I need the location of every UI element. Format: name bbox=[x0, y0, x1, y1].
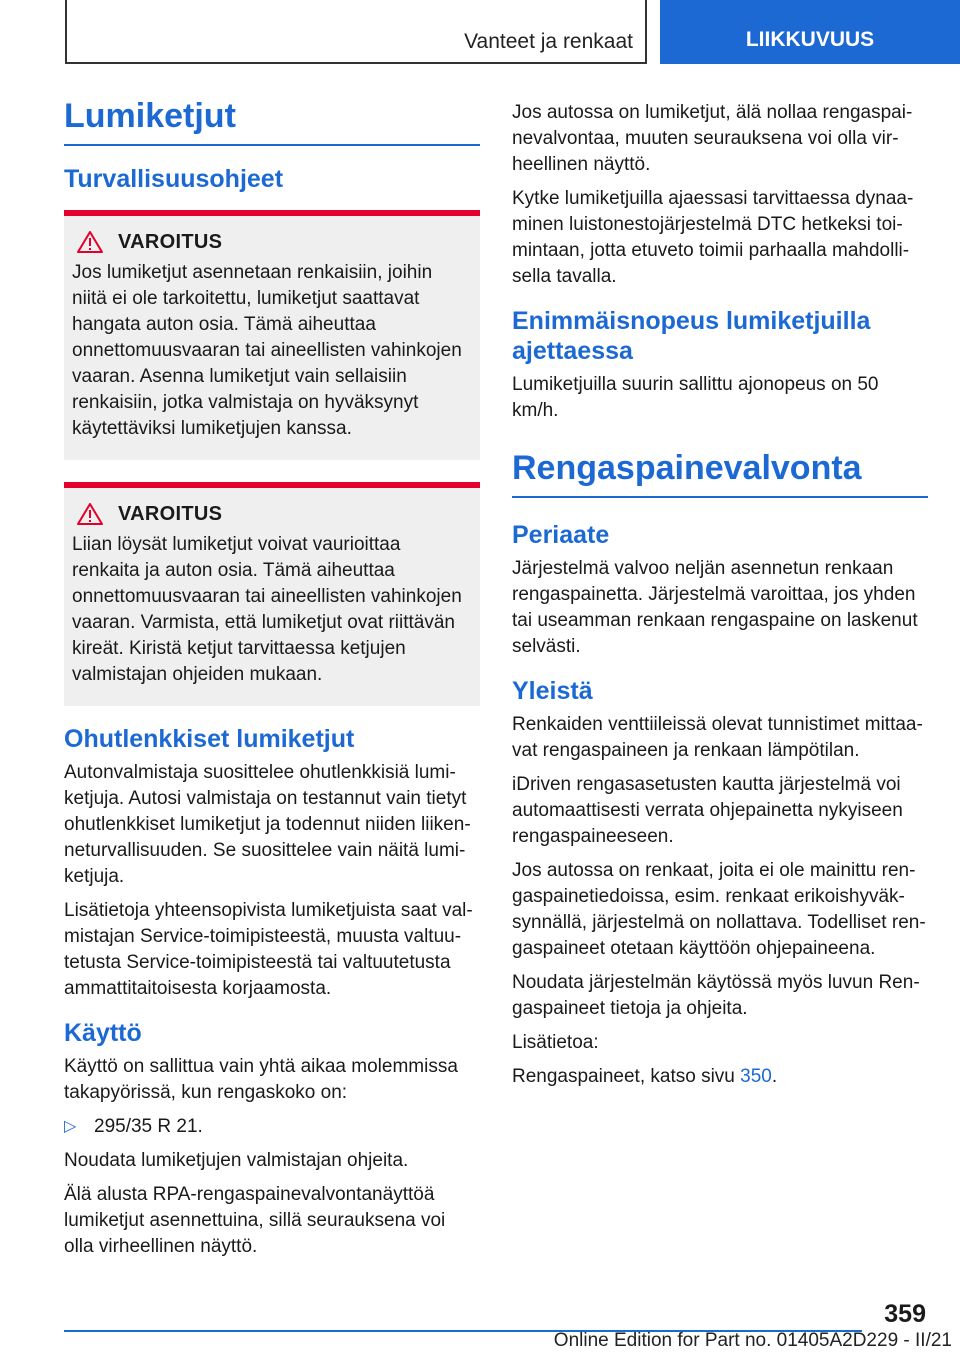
heading-general: Yleistä bbox=[512, 677, 593, 705]
left-column bbox=[64, 96, 480, 1268]
right-paragraph-2: Kytke lumiketjuilla ajaessasi tarvittaessa dynaaminen luistonestojärjestelmä DTC hetkeksi toimintaan, jotta etuveto toimii parhaalla mahdollisella tavalla. bbox=[512, 188, 914, 287]
warning-text: Jos lumiketjut asennetaan renkaisiin, joihin niitä ei ole tarkoitettu, lumiketjut saattavat hangata auton osia. Tämä aiheuttaa onnettomuusvaaran tai aineellisten vahinkojen vaaran. Asenna lumiketjut vain sellaisiin renkaisiin, jotka valmistaja on hyväksynyt käytettäviksi lumiketjujen kanssa. bbox=[72, 262, 462, 439]
warning-box-1 bbox=[64, 210, 480, 460]
use-paragraph-1: Käyttö on sallittua vain yhtä aikaa molemmissa takapyörissä, kun rengaskoko on: bbox=[64, 1056, 458, 1103]
principle-paragraph: Järjestelmä valvoo neljän asennetun renkaan rengaspainetta. Järjestelmä varoittaa, jos yhden tai useamman renkaan rengaspaine on laskenut selvästi. bbox=[512, 558, 918, 657]
page-link[interactable]: 350 bbox=[740, 1066, 772, 1087]
header-section-tab: LIIKKUVUUS bbox=[660, 0, 960, 64]
header-title: Vanteet ja renkaat bbox=[464, 30, 633, 53]
general-paragraph-4: Noudata järjestelmän käytössä myös luvun Rengaspaineet tietoja ja ohjeita. bbox=[512, 972, 920, 1019]
heading-principle: Periaate bbox=[512, 521, 610, 549]
warning-title: VAROITUS bbox=[118, 502, 223, 525]
warning-text: Liian löysät lumiketjut voivat vaurioittaa renkaita ja auton osia. Tämä aiheuttaa onnettomuusvaaran tai aineellisten vahinkojen vaaran. Varmista, että lumiketjut ovat riittävän kireät. Kiristä ketjut tarvittaessa ketjujen valmistajan ohjeiden mukaan. bbox=[72, 534, 462, 685]
general-paragraph-1: Renkaiden venttiileissä olevat tunnistimet mittaavat rengaspaineen ja renkaan lämpötilan. bbox=[512, 714, 923, 761]
heading-tire-pressure-monitor: Rengaspainevalvonta bbox=[512, 448, 928, 498]
heading-thin-chains: Ohutlenkkiset lumiketjut bbox=[64, 725, 355, 753]
general-paragraph-3: Jos autossa on renkaat, joita ei ole mainittu rengaspainetiedoissa, esim. renkaat erikoishyväksynnällä, järjestelmä on nollattava. Todelliset rengaspaineet otetaan käyttöön ohjepaineena. bbox=[512, 860, 926, 959]
warning-title: VAROITUS bbox=[118, 230, 223, 253]
right-paragraph-1: Jos autossa on lumiketjut, älä nollaa rengaspainevalvontaa, muuten seurauksena voi olla virheellinen näyttö. bbox=[512, 102, 913, 175]
heading-lumiketjut: Lumiketjut bbox=[64, 96, 480, 146]
reference-text: Rengaspaineet, katso sivu bbox=[512, 1066, 741, 1087]
speed-paragraph: Lumiketjuilla suurin sallittu ajonopeus on 50 km/h. bbox=[512, 374, 879, 421]
list-item-text: 295/35 R 21. bbox=[94, 1116, 203, 1137]
warning-triangle-icon bbox=[76, 230, 104, 254]
warning-box-2 bbox=[64, 482, 480, 706]
more-info-label: Lisätietoa: bbox=[512, 1032, 599, 1053]
footer-edition: Online Edition for Part no. 01405A2D229 - II/21 bbox=[553, 1330, 952, 1351]
page-number: 359 bbox=[884, 1300, 926, 1328]
thin-paragraph-1: Autonvalmistaja suosittelee ohutlenkkisiä lumiketjuja. Autosi valmistaja on testannut vain tietyt ohutlenkkiset lumiketjut ja todennut niiden liikenneturvallisuuden. Se suosittelee vain näitä lumiketjuja. bbox=[64, 762, 471, 887]
right-column bbox=[512, 100, 928, 1098]
use-paragraph-3: Älä alusta RPA-rengaspainevalvontanäyttöä lumiketjut asennettuina, sillä seurauksena voi olla virheellinen näyttö. bbox=[64, 1184, 446, 1257]
heading-use: Käyttö bbox=[64, 1019, 142, 1047]
use-paragraph-2: Noudata lumiketjujen valmistajan ohjeita. bbox=[64, 1150, 409, 1171]
heading-max-speed: Enimmäisnopeus lumiketjuilla ajettaessa bbox=[512, 307, 871, 365]
header-title-box bbox=[65, 0, 647, 64]
thin-paragraph-2: Lisätietoja yhteensopivista lumiketjuista saat valmistajan Service-toimipisteestä, muusta valtuutetusta Service-toimipisteestä tai valtuutetusta ammattitaitoisesta korjaamosta. bbox=[64, 900, 473, 999]
page-reference bbox=[512, 1064, 928, 1090]
warning-triangle-icon bbox=[76, 502, 104, 526]
reference-end: . bbox=[771, 1066, 778, 1087]
bullet-triangle-icon: ▷ bbox=[64, 1118, 77, 1135]
list-item bbox=[64, 1114, 480, 1140]
general-paragraph-2: iDriven rengasasetusten kautta järjestelmä voi automaattisesti verrata ohjepainetta nykyiseen rengaspaineeseen. bbox=[512, 774, 903, 847]
heading-safety: Turvallisuusohjeet bbox=[64, 165, 284, 193]
